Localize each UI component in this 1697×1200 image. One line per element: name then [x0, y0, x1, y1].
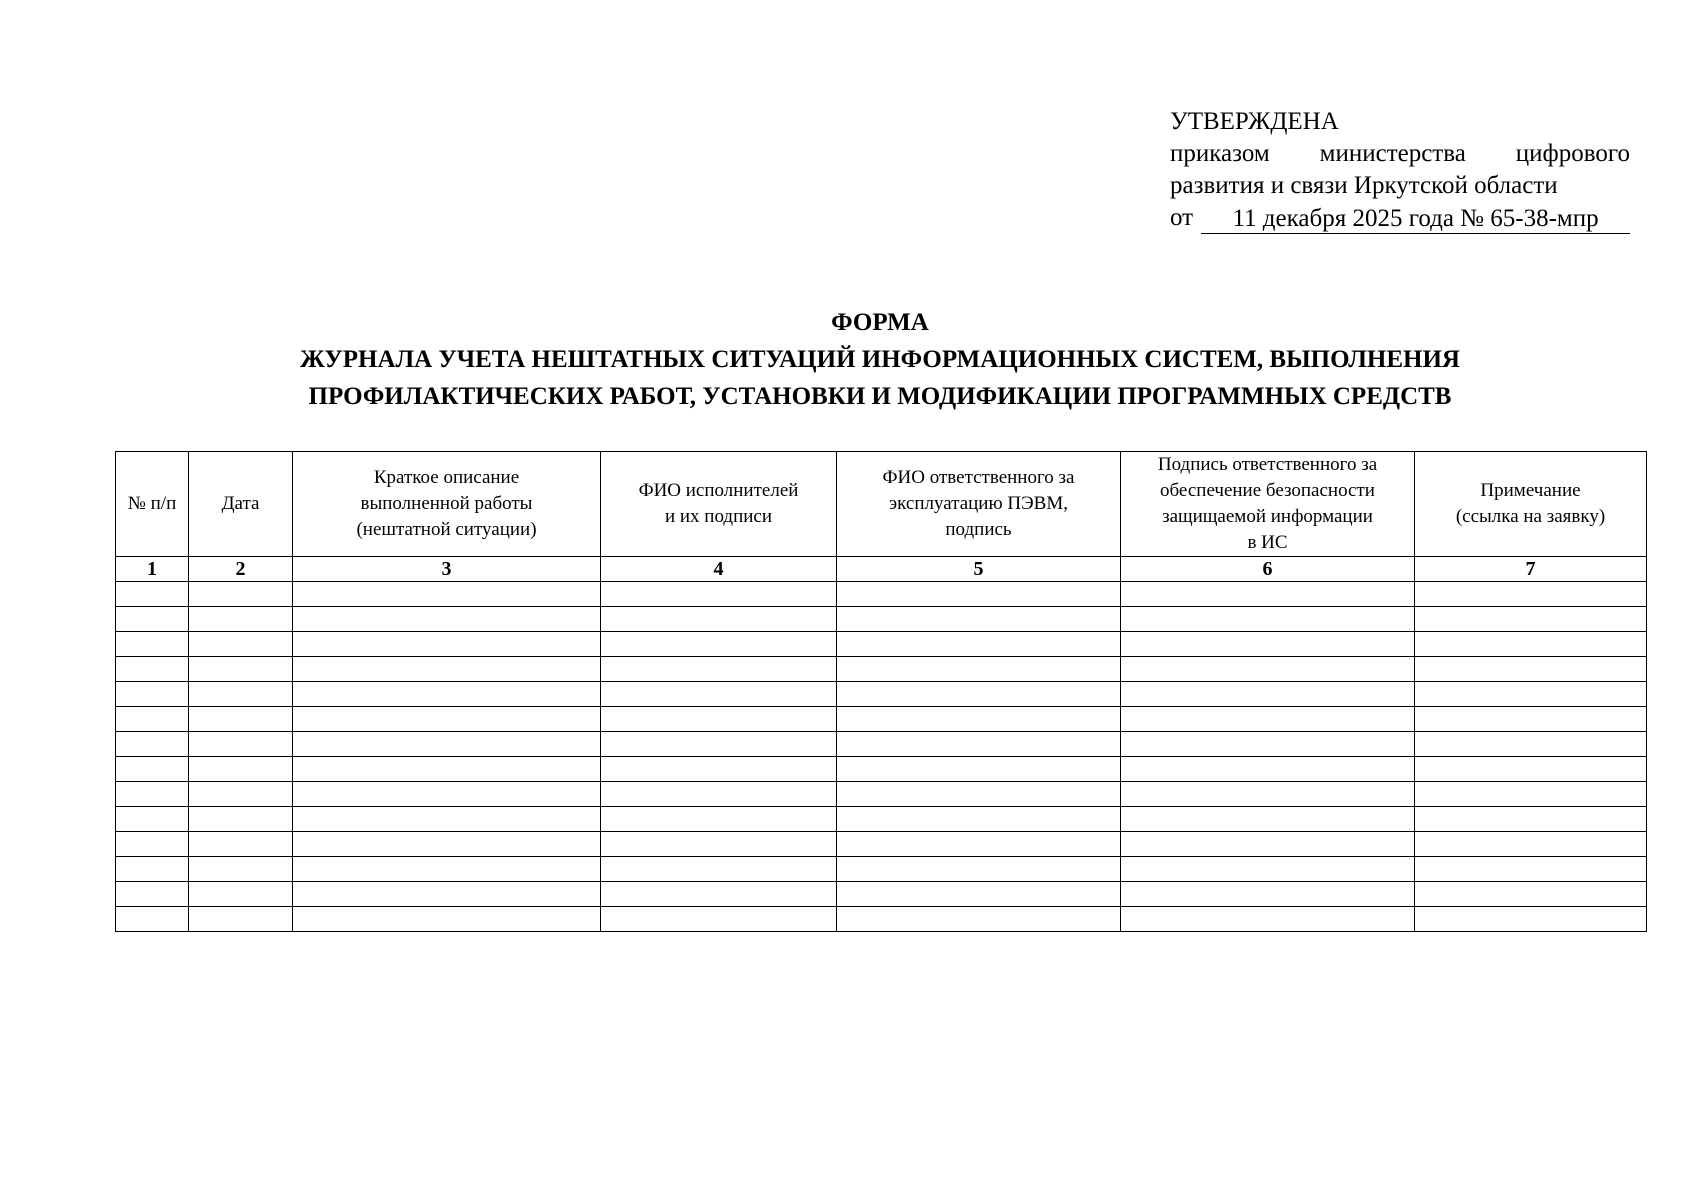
table-cell[interactable]: [837, 857, 1121, 882]
table-cell[interactable]: [601, 882, 837, 907]
table-cell[interactable]: [293, 882, 601, 907]
table-cell[interactable]: [1415, 782, 1647, 807]
column-header-text: (нештатной ситуации): [356, 519, 537, 540]
approval-order-line: [1170, 138, 1630, 170]
table-cell[interactable]: [1121, 582, 1415, 607]
table-cell[interactable]: [1121, 757, 1415, 782]
table-row: [116, 757, 1647, 782]
table-cell[interactable]: [1415, 707, 1647, 732]
column-header-text: ФИО ответственного за: [882, 467, 1075, 488]
approval-heading: УТВЕРЖДЕНА: [1170, 108, 1339, 135]
table-cell[interactable]: [1121, 782, 1415, 807]
table-cell[interactable]: [189, 857, 293, 882]
column-header-text: и их подписи: [664, 506, 773, 527]
column-number-2: 2: [189, 557, 293, 582]
column-header-text: эксплуатацию ПЭВМ,: [888, 493, 1068, 514]
table-cell[interactable]: [116, 832, 189, 857]
table-cell[interactable]: [189, 807, 293, 832]
table-cell[interactable]: [116, 582, 189, 607]
table-cell[interactable]: [293, 682, 601, 707]
column-header-text: обеспечение безопасности: [1160, 480, 1375, 501]
table-row: [116, 632, 1647, 657]
column-header-1: [116, 452, 189, 557]
table-row: [116, 582, 1647, 607]
table-cell[interactable]: [189, 707, 293, 732]
table-cell[interactable]: [1415, 682, 1647, 707]
table-cell[interactable]: [601, 657, 837, 682]
table-cell[interactable]: [837, 632, 1121, 657]
table-cell[interactable]: [293, 807, 601, 832]
table-row: [116, 907, 1647, 932]
table-row: [116, 732, 1647, 757]
table-cell[interactable]: [189, 732, 293, 757]
table-cell[interactable]: [116, 682, 189, 707]
table-row: [116, 782, 1647, 807]
table-cell[interactable]: [837, 607, 1121, 632]
table-cell[interactable]: [189, 632, 293, 657]
table-cell[interactable]: [116, 907, 189, 932]
approval-word: приказом: [1170, 140, 1270, 167]
column-header-text: в ИС: [1247, 532, 1288, 553]
table-cell[interactable]: [189, 682, 293, 707]
table-cell[interactable]: [1121, 907, 1415, 932]
journal-table: [115, 451, 1647, 932]
table-cell[interactable]: [116, 657, 189, 682]
approval-date-value: 11 декабря 2025 года № 65-38-мпр: [1201, 205, 1630, 234]
table-cell[interactable]: [601, 707, 837, 732]
column-header-2: [189, 452, 293, 557]
table-cell[interactable]: [837, 757, 1121, 782]
column-number-6: 6: [1121, 557, 1415, 582]
table-cell[interactable]: [116, 707, 189, 732]
column-number-3: 3: [293, 557, 601, 582]
table-cell[interactable]: [837, 832, 1121, 857]
table-cell[interactable]: [1415, 857, 1647, 882]
table-cell[interactable]: [1121, 657, 1415, 682]
column-header-text: (ссылка на заявку): [1455, 506, 1606, 527]
column-header-text: ФИО исполнителей: [638, 480, 799, 501]
table-cell[interactable]: [837, 782, 1121, 807]
table-cell[interactable]: [837, 807, 1121, 832]
table-cell[interactable]: [293, 632, 601, 657]
table-cell[interactable]: [1415, 807, 1647, 832]
table-cell[interactable]: [837, 882, 1121, 907]
table-cell[interactable]: [293, 582, 601, 607]
table-cell[interactable]: [601, 907, 837, 932]
table-cell[interactable]: [1121, 707, 1415, 732]
table-cell[interactable]: [189, 582, 293, 607]
table-cell[interactable]: [1121, 607, 1415, 632]
title-journal-line1: ЖУРНАЛА УЧЕТА НЕШТАТНЫХ СИТУАЦИЙ ИНФОРМАЦИОННЫХ СИСТЕМ, ВЫПОЛНЕНИЯ: [300, 346, 1460, 373]
column-header-text: подпись: [945, 519, 1012, 540]
table-cell[interactable]: [601, 782, 837, 807]
table-body: [116, 582, 1647, 932]
column-number-5: 5: [837, 557, 1121, 582]
title-form: ФОРМА: [831, 309, 929, 336]
table-cell[interactable]: [1415, 757, 1647, 782]
table-cell[interactable]: [601, 582, 837, 607]
table-cell[interactable]: [837, 707, 1121, 732]
approval-word: цифрового: [1515, 140, 1630, 167]
table-header-row: [116, 452, 1647, 557]
table-cell[interactable]: [601, 757, 837, 782]
table-cell[interactable]: [189, 832, 293, 857]
table-cell[interactable]: [601, 807, 837, 832]
table-cell[interactable]: [116, 807, 189, 832]
table-cell[interactable]: [116, 732, 189, 757]
table-cell[interactable]: [293, 907, 601, 932]
table-cell[interactable]: [837, 657, 1121, 682]
table-row: [116, 807, 1647, 832]
table-cell[interactable]: [116, 782, 189, 807]
table-cell[interactable]: [116, 882, 189, 907]
table-cell[interactable]: [293, 782, 601, 807]
table-row: [116, 857, 1647, 882]
column-header-5: [837, 452, 1121, 557]
table-cell[interactable]: [189, 782, 293, 807]
table-cell[interactable]: [116, 607, 189, 632]
column-header-text: Примечание: [1480, 480, 1581, 501]
approval-stamp: [1170, 106, 1630, 234]
table-cell[interactable]: [293, 657, 601, 682]
table-cell[interactable]: [116, 757, 189, 782]
column-number-7: 7: [1415, 557, 1647, 582]
approval-date-prefix: от: [1170, 204, 1194, 231]
table-cell[interactable]: [293, 857, 601, 882]
table-cell[interactable]: [293, 832, 601, 857]
table-cell[interactable]: [293, 732, 601, 757]
column-header-text: Подпись ответственного за: [1157, 454, 1378, 475]
table-cell[interactable]: [1121, 857, 1415, 882]
table-cell[interactable]: [601, 857, 837, 882]
table-row: [116, 607, 1647, 632]
table-cell[interactable]: [601, 607, 837, 632]
table-row: [116, 657, 1647, 682]
table-cell[interactable]: [189, 757, 293, 782]
column-header-text: защищаемой информации: [1162, 506, 1373, 527]
table-cell[interactable]: [293, 707, 601, 732]
approval-ministry-line: развития и связи Иркутской области: [1170, 172, 1558, 199]
column-header-text: выполненной работы: [360, 493, 533, 514]
table-cell[interactable]: [837, 907, 1121, 932]
table-cell[interactable]: [1415, 732, 1647, 757]
column-number-4: 4: [601, 557, 837, 582]
table-cell[interactable]: [601, 632, 837, 657]
table-cell[interactable]: [1415, 582, 1647, 607]
table-row: [116, 882, 1647, 907]
table-cell[interactable]: [1415, 832, 1647, 857]
table-cell[interactable]: [1121, 882, 1415, 907]
table-cell[interactable]: [293, 757, 601, 782]
table-cell[interactable]: [601, 832, 837, 857]
column-number-1: 1: [116, 557, 189, 582]
table-cell[interactable]: [1415, 607, 1647, 632]
table-cell[interactable]: [189, 882, 293, 907]
table-cell[interactable]: [189, 657, 293, 682]
table-cell[interactable]: [189, 907, 293, 932]
column-header-4: [601, 452, 837, 557]
table-cell[interactable]: [601, 732, 837, 757]
table-cell[interactable]: [189, 607, 293, 632]
table-cell[interactable]: [1121, 732, 1415, 757]
table-cell[interactable]: [1121, 832, 1415, 857]
table-cell[interactable]: [116, 632, 189, 657]
document-title: [110, 304, 1650, 415]
column-header-3: [293, 452, 601, 557]
table-row: [116, 832, 1647, 857]
approval-date-line: [1170, 202, 1630, 234]
table-cell[interactable]: [837, 682, 1121, 707]
table-cell[interactable]: [837, 582, 1121, 607]
table-cell[interactable]: [601, 682, 837, 707]
table-cell[interactable]: [1121, 682, 1415, 707]
approval-word: министерства: [1319, 140, 1466, 167]
column-header-text: Краткое описание: [373, 467, 520, 488]
table-cell[interactable]: [1121, 632, 1415, 657]
table-cell[interactable]: [1121, 807, 1415, 832]
table-row: [116, 682, 1647, 707]
column-numbers-row: [116, 557, 1647, 582]
title-journal-line2: ПРОФИЛАКТИЧЕСКИХ РАБОТ, УСТАНОВКИ И МОДИФИКАЦИИ ПРОГРАММНЫХ СРЕДСТВ: [308, 383, 1452, 410]
column-header-6: [1121, 452, 1415, 557]
column-header-7: [1415, 452, 1647, 557]
table-cell[interactable]: [1415, 632, 1647, 657]
table-cell[interactable]: [1415, 657, 1647, 682]
table-cell[interactable]: [837, 732, 1121, 757]
table-cell[interactable]: [116, 857, 189, 882]
table-row: [116, 707, 1647, 732]
table-cell[interactable]: [1415, 907, 1647, 932]
table-cell[interactable]: [1415, 882, 1647, 907]
column-header-text: Дата: [221, 493, 260, 514]
column-header-text: № п/п: [127, 493, 177, 514]
table-cell[interactable]: [293, 607, 601, 632]
